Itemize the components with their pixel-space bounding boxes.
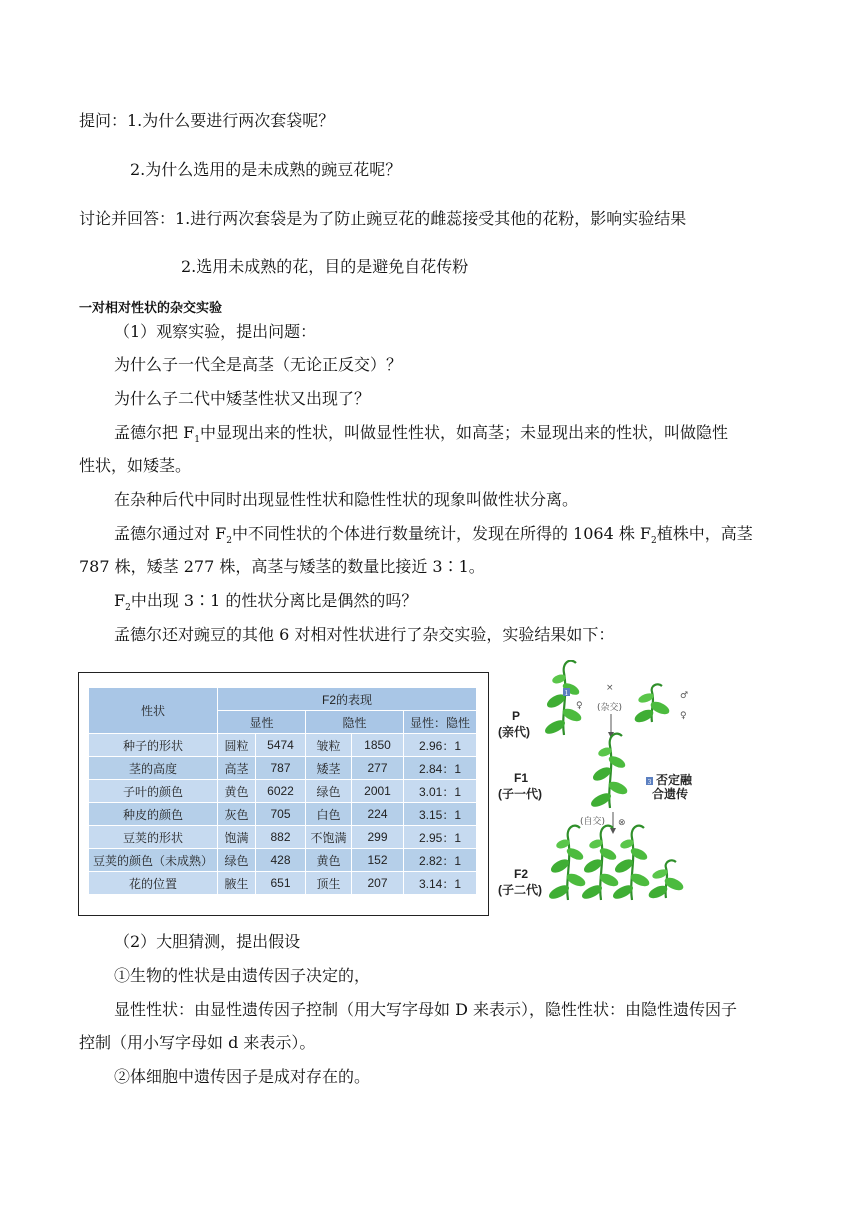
f1-label: F1 xyxy=(514,771,529,785)
cross-symbol: × xyxy=(606,683,614,693)
f2-tall-plant-3 xyxy=(611,826,651,902)
hypothesis-1-detail: 显性性状：由显性遗传因子控制（用大写字母如 D 来表示），隐性性状：由隐性遗传因子 xyxy=(114,1000,738,1019)
table-cell-ratio: 2.95：1 xyxy=(404,826,477,849)
table-cell-trait: 种子的形状 xyxy=(89,734,218,757)
table-cell-dom: 饱满 xyxy=(218,826,256,849)
table-cell-trait: 子叶的颜色 xyxy=(89,780,218,803)
note-badge-text: 3 xyxy=(647,779,652,786)
segregation-paragraph: 在杂种后代中同时出现显性性状和隐性性状的现象叫做性状分离。 xyxy=(114,490,579,509)
table-cell-ratio: 3.15：1 xyxy=(404,803,477,826)
table-cell-trait: 茎的高度 xyxy=(89,757,218,780)
dominant-paragraph: 孟德尔把 $F_1$中显现出来的性状，叫做显性性状，如高茎；未显现出来的性状，叫做隐性 xyxy=(114,423,728,446)
hypothesis-1-detail-cont: 控制（用小写字母如 d 来表示）。 xyxy=(79,1033,316,1052)
table-cell-rec-n: 152 xyxy=(352,849,404,872)
table-cell-dom-n: 705 xyxy=(256,803,306,826)
table-cell-rec: 皱粒 xyxy=(306,734,352,757)
table-cell-rec-n: 1850 xyxy=(352,734,404,757)
table-cell-dom-n: 651 xyxy=(256,872,306,895)
ratio-question: $F_2$中出现 3∶1 的性状分离比是偶然的吗？ xyxy=(114,591,418,614)
stats-paragraph-cont: 787 株，矮茎 277 株，高茎与矮茎的数量比接近 3∶1。 xyxy=(79,557,485,576)
table-row xyxy=(89,872,477,895)
header-trait: 性状 xyxy=(89,688,218,734)
table-cell-rec-n: 224 xyxy=(352,803,404,826)
table-cell-ratio: 2.96：1 xyxy=(404,734,477,757)
f2-label: F2 xyxy=(514,867,529,881)
table-row xyxy=(89,826,477,849)
table-cell-rec-n: 299 xyxy=(352,826,404,849)
f2-tall-plant-2 xyxy=(580,826,620,902)
table-cell-rec: 黄色 xyxy=(306,849,352,872)
discussion-line-1: 讨论并回答：1.进行两次套袋是为了防止豌豆花的雌蕊接受其他的花粉，影响实验结果 xyxy=(79,209,687,228)
p-tall-plant xyxy=(543,661,583,737)
stats-paragraph: 孟德尔通过对 $F_2$中不同性状的个体进行数量统计，发现在所得的 1064 株 $F_2$植株中，高茎 xyxy=(114,524,753,547)
p-label: P xyxy=(512,709,521,723)
table-row xyxy=(89,803,477,826)
question-line-2: 2.为什么选用的是未成熟的豌豆花呢？ xyxy=(130,160,402,179)
step1-question-1: 为什么子一代全是高茎（无论正反交）？ xyxy=(114,355,403,374)
table-cell-rec: 矮茎 xyxy=(306,757,352,780)
p-male-symbol: ♂ xyxy=(680,691,689,701)
note-line-1: 否定融 xyxy=(656,773,693,787)
step1-title: （1）观察实验，提出问题： xyxy=(114,322,317,341)
table-cell-ratio: 2.82：1 xyxy=(404,849,477,872)
p-short-plant xyxy=(633,684,671,724)
pea-cross-diagram xyxy=(494,660,694,910)
table-cell-dom-n: 5474 xyxy=(256,734,306,757)
f2-results-table xyxy=(88,687,477,895)
discussion-line-2: 2.选用未成熟的花，目的是避免自花传粉 xyxy=(181,257,469,276)
table-cell-dom: 绿色 xyxy=(218,849,256,872)
table-cell-rec: 绿色 xyxy=(306,780,352,803)
header-dominant: 显性 xyxy=(218,711,306,734)
table-cell-ratio: 3.01：1 xyxy=(404,780,477,803)
table-cell-rec: 不饱满 xyxy=(306,826,352,849)
question-line-1: 提问：1.为什么要进行两次套袋呢？ xyxy=(79,111,335,130)
table-cell-dom: 高茎 xyxy=(218,757,256,780)
arrow-self-head xyxy=(610,828,616,834)
note-line-2: 合遗传 xyxy=(652,787,689,801)
table-cell-dom: 黄色 xyxy=(218,780,256,803)
p-sublabel: (亲代) xyxy=(498,725,530,739)
table-cell-dom-n: 428 xyxy=(256,849,306,872)
self-note: (自交) xyxy=(580,817,606,827)
section-heading: 一对相对性状的杂交实验 xyxy=(79,300,223,315)
f1-sublabel: (子一代) xyxy=(498,787,542,801)
f1-plant xyxy=(589,734,629,810)
header-f2: F2的表现 xyxy=(218,688,477,711)
table-row xyxy=(89,734,477,757)
table-cell-dom-n: 787 xyxy=(256,757,306,780)
table-cell-ratio: 2.84：1 xyxy=(404,757,477,780)
step1-question-2: 为什么子二代中矮茎性状又出现了？ xyxy=(114,389,371,408)
table-cell-trait: 花的位置 xyxy=(89,872,218,895)
table-row xyxy=(89,757,477,780)
badge-1-text: 1 xyxy=(564,690,569,697)
header-ratio: 显性：隐性 xyxy=(404,711,477,734)
p-female-symbol: ♀ xyxy=(576,701,583,711)
table-cell-rec-n: 2001 xyxy=(352,780,404,803)
table-cell-dom-n: 882 xyxy=(256,826,306,849)
step2-title: （2）大胆猜测，提出假设 xyxy=(114,932,301,951)
table-row xyxy=(89,849,477,872)
hypothesis-2: ②体细胞中遗传因子是成对存在的。 xyxy=(114,1067,371,1086)
f2-tall-plant-1 xyxy=(547,826,587,902)
table-row xyxy=(89,780,477,803)
hypothesis-1: ①生物的性状是由遗传因子决定的， xyxy=(114,966,371,985)
dominant-paragraph-cont: 性状，如矮茎。 xyxy=(79,456,192,475)
p-female-symbol-2: ♀ xyxy=(680,711,687,721)
table-cell-dom: 圆粒 xyxy=(218,734,256,757)
f2-sublabel: (子二代) xyxy=(498,883,542,897)
table-cell-ratio: 3.14：1 xyxy=(404,872,477,895)
table-cell-rec: 顶生 xyxy=(306,872,352,895)
f2-short-plant xyxy=(647,860,685,900)
table-cell-rec-n: 207 xyxy=(352,872,404,895)
table-cell-trait: 种皮的颜色 xyxy=(89,803,218,826)
table-cell-dom: 灰色 xyxy=(218,803,256,826)
table-cell-dom-n: 6022 xyxy=(256,780,306,803)
table-cell-trait: 豆荚的形状 xyxy=(89,826,218,849)
cross-note: (杂交) xyxy=(597,703,623,713)
table-cell-dom: 腋生 xyxy=(218,872,256,895)
self-symbol: ⊗ xyxy=(618,818,626,828)
other-traits-paragraph: 孟德尔还对豌豆的其他 6 对相对性状进行了杂交实验，实验结果如下： xyxy=(114,625,615,644)
header-recessive: 隐性 xyxy=(306,711,404,734)
table-cell-trait: 豆荚的颜色（未成熟） xyxy=(89,849,218,872)
table-cell-rec: 白色 xyxy=(306,803,352,826)
table-cell-rec-n: 277 xyxy=(352,757,404,780)
